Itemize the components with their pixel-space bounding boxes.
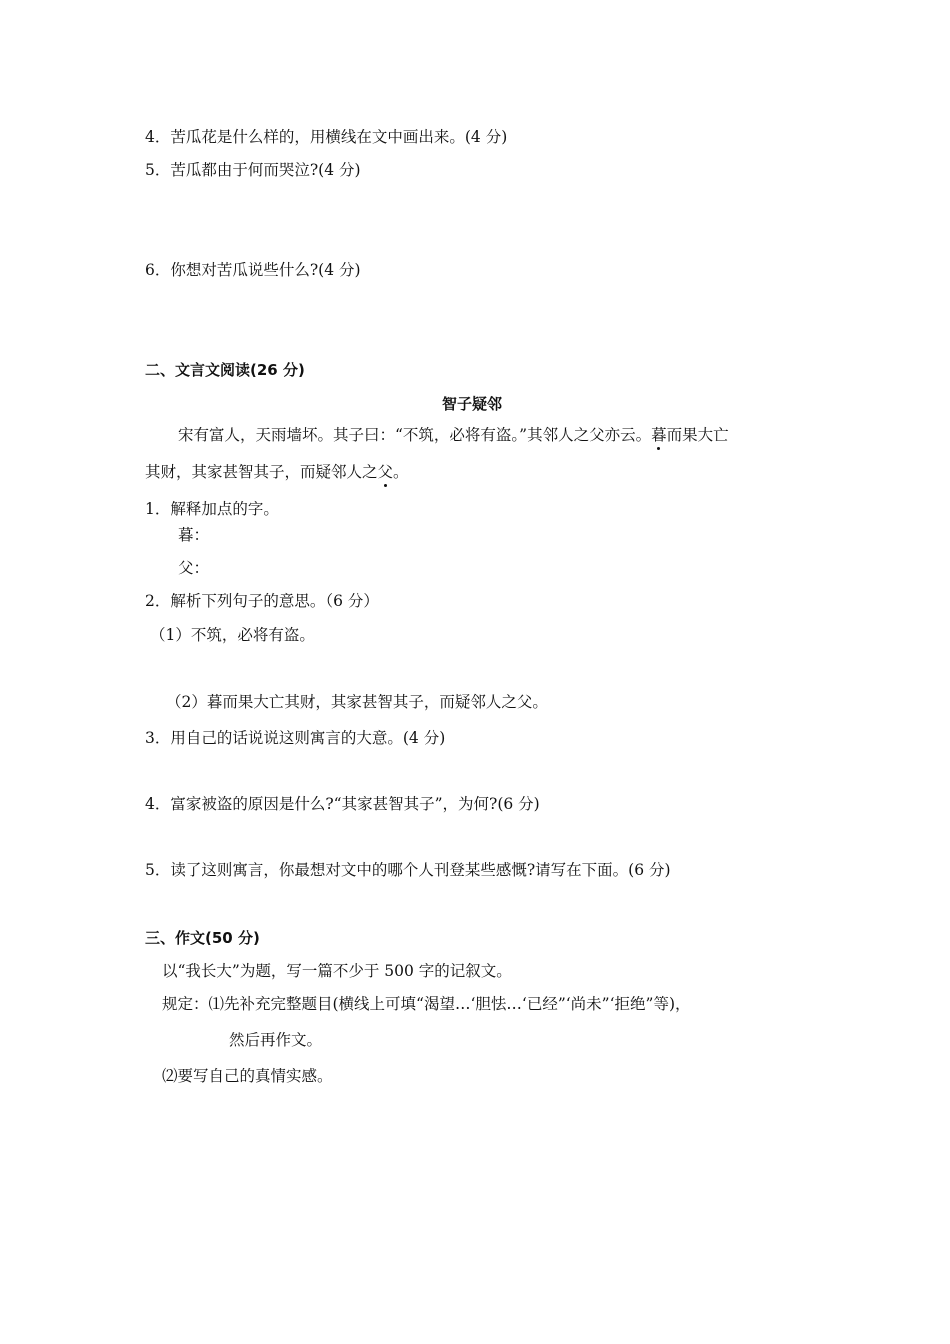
passage-text: 其财，其家甚智其子，而疑邻人之 — [145, 463, 378, 481]
essay-rule-1: 规定：⑴先补充完整题目(横线上可填“渴望…‘胆怯…‘已经”‘尚未”‘拒绝”等)， — [162, 995, 691, 1013]
explain-item-fu: 父： — [178, 559, 210, 577]
essay-rule-1-continued: 然后再作文。 — [229, 1031, 323, 1049]
passage-text: 宋有富人，天雨墙坏。其子曰：“不筑，必将有盗。”其邻人之父亦云。 — [178, 426, 652, 444]
question-5-feeling: 5．读了这则寓言，你最想对文中的哪个人刊登某些感慨?请写在下面。(6 分) — [145, 861, 671, 879]
section-3-heading: 三、作文(50 分) — [145, 929, 260, 947]
passage-text: 而果大亡 — [666, 426, 729, 444]
question-2-translate: 2．解析下列句子的意思。（6 分） — [145, 592, 379, 610]
question-5-cry: 5．苦瓜都由于何而哭泣?(4 分) — [145, 161, 361, 179]
section-2-heading: 二、文言文阅读(26 分) — [145, 361, 305, 379]
passage-line-1 — [178, 425, 729, 445]
question-4-reason: 4．富家被盗的原因是什么?“其家甚智其子”，为何?(6 分) — [145, 795, 540, 813]
passage-line-2 — [145, 462, 409, 482]
essay-prompt: 以“我长大”为题，写一篇不少于 500 字的记叙文。 — [162, 962, 512, 980]
question-4-flower: 4．苦瓜花是什么样的，用横线在文中画出来。(4 分) — [145, 128, 508, 146]
passage-text: 。 — [393, 463, 409, 481]
question-1-explain: 1．解释加点的字。 — [145, 500, 279, 518]
question-6-say: 6．你想对苦瓜说些什么?(4 分) — [145, 261, 361, 279]
translate-item-2: （2）暮而果大亡其财，其家甚智其子，而疑邻人之父。 — [166, 693, 548, 711]
translate-item-1: （1）不筑，必将有盗。 — [150, 626, 315, 644]
passage-title: 智子疑邻 — [442, 395, 503, 413]
essay-rule-2: ⑵要写自己的真情实感。 — [162, 1067, 333, 1085]
question-3-summary: 3．用自己的话说说这则寓言的大意。(4 分) — [145, 729, 446, 747]
explain-item-mu: 暮： — [178, 526, 210, 544]
dotted-character: 父 — [377, 463, 394, 481]
dotted-character: 暮 — [651, 426, 667, 444]
